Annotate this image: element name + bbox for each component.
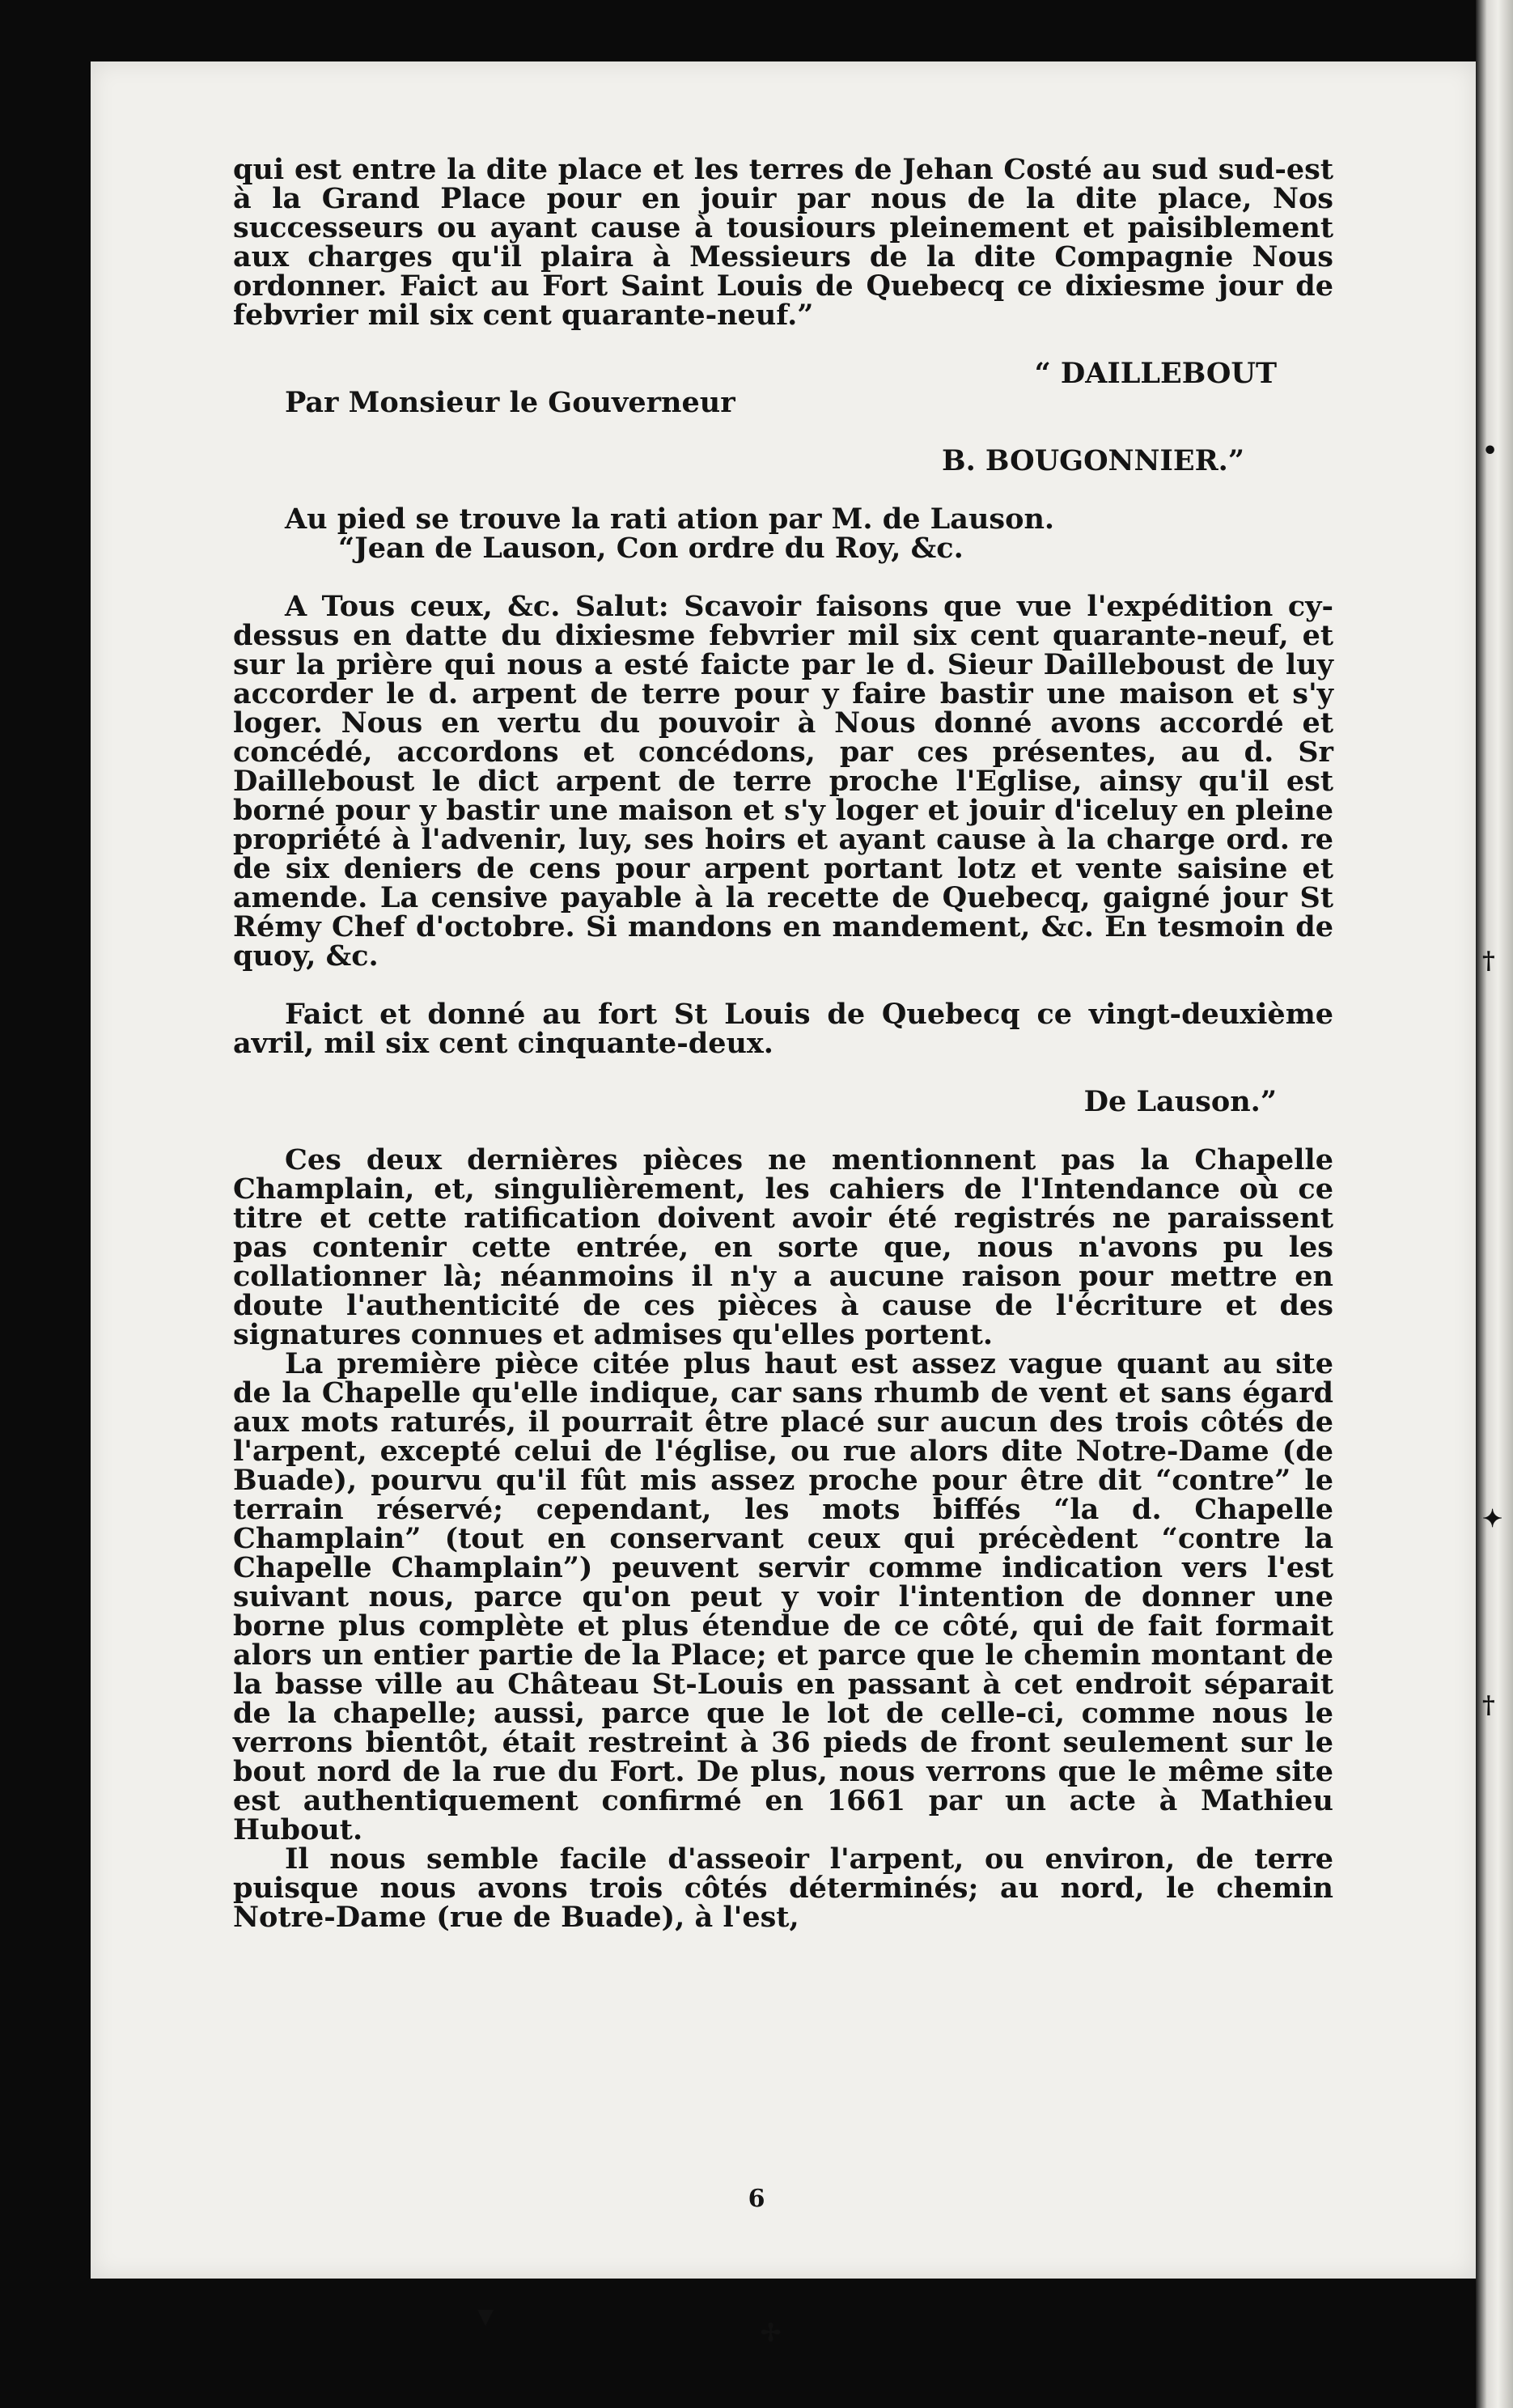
scan-artifact: †	[1482, 947, 1495, 975]
signature-bougonnier: B. BOUGONNIER.”	[941, 444, 1244, 477]
paragraph-5: La première pièce citée plus haut est assez vague quant au site de la Chapelle qu'elle indique, car sans rhumb de vent et sans égard aux mots raturés, il pourrait être placé sur aucun des trois côtés de l'arpent, excepté celui de l'église, ou rue alors dite Notre-Dame (de Buade), pourvu qu'il fût mis assez proche pour être dit “contre” le terrain réservé; cependant, les mots biffés “la d. Chapelle Champlain” (tout en conservant ceux qui précèdent “contre la Chapelle Champlain”) peuvent servir comme indication vers l'est suivant nous, parce qu'on peut y voir l'intention de donner une borne plus complète et plus étendue de ce côté, qui de fait formait alors un entier partie de la Place; et parce que le chemin montant de la basse ville au Château St-Louis en passant à cet endroit séparait de la chapelle; aussi, parce que le lot de celle-ci, comme nous le verrons bientôt, était restreint à 36 pieds de front seulement sur le bout nord de la rue du Fort. De plus, nous verrons que le même site est authentiquement confirmé en 1661 par un acte à Mathieu Hubout.	[233, 1347, 1333, 1846]
paragraph-2: A Tous ceux, &c. Salut: Scavoir faisons que vue l'expédition cy-dessus en datte du dixiesme febvrier mil six cent quarante-neuf, et sur la prière qui nous a esté faicte par le d. Sieur Dailleboust de luy accorder le d. arpent de terre pour y faire bastir une maison et s'y loger. Nous en vertu du pouvoir à Nous donné avons accordé et concédé, accordons et concédons, par ces présentes, au d. Sr Dailleboust le dict arpent de terre proche l'Eglise, ainsy qu'il est borné pour y bastir une maison et s'y loger et jouir d'iceluy en pleine propriété à l'advenir, luy, ses hoirs et ayant cause à la charge ord. re de six deniers de cens pour arpent portant lotz et vente saisine et amende. La censive payable à la recette de Quebecq, gaigné jour St Rémy Chef d'octobre. Si mandons en mandement, &c. En tesmoin de quoy, &c.	[233, 590, 1333, 973]
book-spine-edge	[1476, 0, 1513, 2408]
paragraph-4: Ces deux dernières pièces ne mentionnent pas la Chapelle Champlain, et, singulièrement, les cahiers de l'Intendance où ce titre et cette ratification doivent avoir été registrés ne paraissent pas contenir cette entrée, en sorte que, nous n'avons pu les collationner là; néanmoins il n'y a aucune raison pour mettre en doute l'authenticité de ces pièces à cause de l'écriture et des signatures connues et admises qu'elles portent.	[233, 1143, 1333, 1351]
paragraph-6: Il nous semble facile d'asseoir l'arpent, ou environ, de terre puisque nous avons trois côtés déterminés; au nord, le chemin Notre-Dame (rue de Buade), à l'est,	[233, 1842, 1333, 1934]
scan-artifact: ▾	[477, 2296, 494, 2334]
ratification-line-1: Au pied se trouve la rati ation par M. de Lauson.	[285, 502, 1055, 536]
ratification-line-2: “Jean de Lauson, Con ordre du Roy, &c.	[338, 532, 964, 565]
scan-artifact: †	[1482, 1691, 1495, 1719]
signature-daillebout: “ DAILLEBOUT	[1034, 357, 1277, 390]
scan-artifact: •	[1482, 437, 1498, 465]
paragraph-1: qui est entre la dite place et les terres de Jehan Costé au sud sud-est à la Grand Place pour en jouir par nous de la dite place, Nos successeurs ou ayant cause à tousiours pleinement et paisiblement aux charges qu'il plaira à Messieurs de la dite Compagnie Nous ordonner. Faict au Fort Saint Louis de Quebecq ce dixiesme jour de febvrier mil six cent quarante-neuf.”	[233, 153, 1333, 332]
paragraph-3: Faict et donné au fort St Louis de Quebecq ce vingt-deuxième avril, mil six cent cinquante-deux.	[233, 998, 1333, 1060]
signature-de-lauson: De Lauson.”	[1083, 1085, 1277, 1118]
text-block	[233, 155, 1333, 1932]
page-number: 6	[748, 2185, 765, 2213]
par-monsieur-line: Par Monsieur le Gouverneur	[285, 386, 735, 419]
scan-artifact: ✢	[761, 2319, 782, 2347]
scan-artifact: ✦	[1482, 1505, 1503, 1533]
scan-top-border	[0, 0, 1513, 61]
